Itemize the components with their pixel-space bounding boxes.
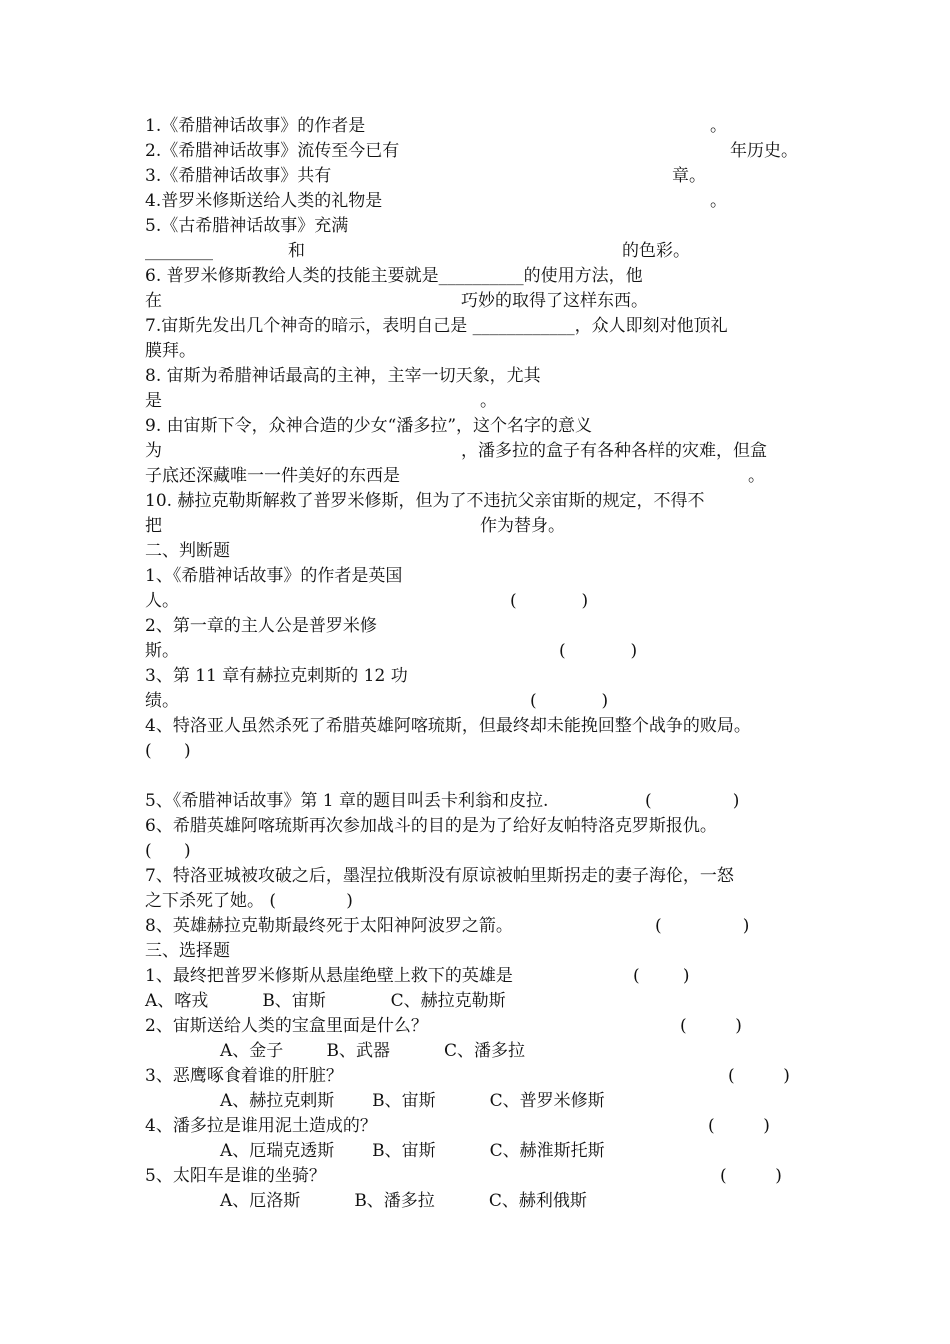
choice-c4: 4、潘多拉是谁用泥土造成的？: [145, 1116, 377, 1136]
choice-c2-paren[interactable]: ( ): [680, 1016, 742, 1036]
fill-q4: 4.普罗米修斯送给人类的礼物是: [145, 191, 383, 211]
choice-c3-options: A、赫拉克剌斯 B、宙斯 C、普罗米修斯: [220, 1091, 605, 1111]
choice-c2-options: A、金子 B、武器 C、潘多拉: [220, 1041, 526, 1061]
judge-j2: 2、第一章的主人公是普罗米修: [145, 616, 377, 636]
judge-j3: 3、第 11 章有赫拉克剌斯的 12 功: [145, 666, 408, 686]
judge-j5-paren[interactable]: ( ): [645, 791, 740, 811]
fill-q7-line2: 膜拜。: [145, 341, 196, 361]
fill-q5: 5.《古希腊神话故事》充满: [145, 216, 349, 236]
judge-j6: 6、希腊英雄阿喀琉斯再次参加战斗的目的是为了给好友帕特洛克罗斯报仇。: [145, 816, 717, 836]
judge-j3-paren[interactable]: ( ): [530, 691, 609, 711]
fill-q1: 1.《希腊神话故事》的作者是: [145, 116, 366, 136]
choice-c1-paren[interactable]: ( ): [633, 966, 690, 986]
judge-j1-paren[interactable]: ( ): [510, 591, 589, 611]
fill-q8-end: 。: [480, 391, 497, 411]
fill-q9-start: 为: [145, 441, 162, 461]
fill-q4-end: 。: [710, 191, 727, 211]
fill-q3: 3.《希腊神话故事》共有: [145, 166, 332, 186]
judge-j8: 8、英雄赫拉克勒斯最终死于太阳神阿波罗之箭。: [145, 916, 513, 936]
fill-q10: 10. 赫拉克勒斯解救了普罗米修斯，但为了不违抗父亲宙斯的规定，不得不: [145, 491, 705, 511]
judge-j2-line2: 斯。: [145, 641, 179, 661]
fill-q6-start: 在: [145, 291, 162, 311]
fill-q10-start: 把: [145, 516, 162, 536]
fill-q5-mid: 和: [288, 241, 305, 261]
choice-c1-options: A、喀戎 B、宙斯 C、赫拉克勒斯: [145, 991, 506, 1011]
judge-j4-paren[interactable]: ( ): [145, 741, 191, 761]
fill-q6-end: 巧妙的取得了这样东西。: [461, 291, 648, 311]
choice-c2: 2、宙斯送给人类的宝盒里面是什么？: [145, 1016, 428, 1036]
fill-q8: 8. 宙斯为希腊神话最高的主神，主宰一切天象，尤其: [145, 366, 541, 386]
fill-q8-start: 是: [145, 391, 162, 411]
judge-j5: 5、《希腊神话故事》第 1 章的题目叫丢卡利翁和皮拉.: [145, 791, 549, 811]
choice-c4-paren[interactable]: ( ): [708, 1116, 770, 1136]
choice-c5-paren[interactable]: ( ): [720, 1166, 782, 1186]
fill-q9-mid: ，潘多拉的盒子有各种各样的灾难，但盒: [461, 441, 767, 461]
judge-j4: 4、特洛亚人虽然杀死了希腊英雄阿喀琉斯，但最终却未能挽回整个战争的败局。: [145, 716, 751, 736]
choice-c5: 5、太阳车是谁的坐骑？: [145, 1166, 326, 1186]
judge-j1: 1、《希腊神话故事》的作者是英国: [145, 566, 403, 586]
choice-heading: 三、选择题: [145, 941, 230, 961]
fill-q9-end: 。: [748, 466, 765, 486]
fill-q9: 9. 由宙斯下令，众神合造的少女“潘多拉”，这个名字的意义: [145, 416, 593, 436]
judge-j7: 7、特洛亚城被攻破之后，墨涅拉俄斯没有原谅被帕里斯拐走的妻子海伦，一怒: [145, 866, 734, 886]
fill-q3-end: 章。: [672, 166, 706, 186]
fill-q5-end: 的色彩。: [622, 241, 690, 261]
fill-q2-end: 年历史。: [730, 141, 798, 161]
fill-q1-end: 。: [710, 116, 727, 136]
judge-j3-line2: 绩。: [145, 691, 179, 711]
fill-q7: 7.宙斯先发出几个神奇的暗示，表明自己是 ____________，众人即刻对他顶礼: [145, 316, 728, 336]
judge-j6-paren[interactable]: ( ): [145, 841, 191, 861]
fill-q5-blank: ________: [145, 241, 213, 261]
choice-c3: 3、恶鹰啄食着谁的肝脏？: [145, 1066, 343, 1086]
fill-q10-end: 作为替身。: [480, 516, 565, 536]
judge-j2-paren[interactable]: ( ): [559, 641, 638, 661]
choice-c1: 1、最终把普罗米修斯从悬崖绝壁上救下的英雄是: [145, 966, 513, 986]
choice-c5-options: A、厄洛斯 B、潘多拉 C、赫利俄斯: [220, 1191, 587, 1211]
choice-c4-options: A、厄瑞克透斯 B、宙斯 C、赫淮斯托斯: [220, 1141, 605, 1161]
fill-q6: 6. 普罗米修斯教给人类的技能主要就是__________的使用方法，他: [145, 266, 643, 286]
fill-q9-line3: 子底还深藏唯一一件美好的东西是: [145, 466, 400, 486]
judge-j1-line2: 人。: [145, 591, 179, 611]
fill-q2: 2.《希腊神话故事》流传至今已有: [145, 141, 400, 161]
choice-c3-paren[interactable]: ( ): [728, 1066, 790, 1086]
judge-heading: 二、判断题: [145, 541, 230, 561]
judge-j7-line2: 之下杀死了她。 ( ): [145, 891, 353, 911]
judge-j8-paren[interactable]: ( ): [655, 916, 750, 936]
